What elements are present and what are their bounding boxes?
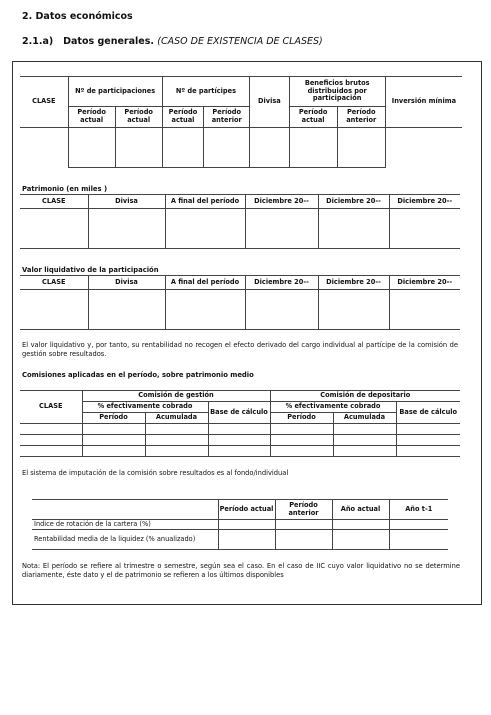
depositario-base: Base de cálculo [396,402,460,424]
patrimonio-title: Patrimonio (en miles ) [22,185,108,193]
patrimonio-header-clase: CLASE [20,195,88,209]
paragraph-sistema-imputacion: El sistema de imputación de la comisión sobre resultados es al fondo/individual [22,469,289,477]
patrimonio-header-dic3: Diciembre 20-- [389,195,460,209]
sub-periodo-anterior: Período anterior [204,107,250,128]
subsection-note: (CASO DE EXISTENCIA DE CLASES) [157,36,323,47]
gestion-acumulada: Acumulada [145,413,208,424]
col-inversion: Inversión mínima [385,77,462,128]
section-title: 2. Datos económicos [22,11,133,22]
comisiones-clase: CLASE [20,391,82,424]
subsection-heading [22,36,323,47]
depositario-acumulada: Acumulada [333,413,396,424]
patrimonio-header-dic1: Diciembre 20-- [245,195,318,209]
table-row [32,530,448,550]
depositario-efectivamente: % efectivamente cobrado [270,402,396,413]
table-row [20,209,460,249]
subsection-number: 2.1.a) [22,36,54,47]
valor-liquidativo-table [20,275,460,330]
indices-header-ano-actual: Año actual [332,500,389,520]
valor-header-dic3: Diciembre 20-- [389,276,460,290]
table-row [20,435,460,446]
footnote: Nota: El período se refiere al trimestre o semestre, según sea el caso. En el caso de IIC cuyo valor liquidativo no se determine diariamente, éste dato y el de patrimonio se refieren a los últimos disponibles [22,562,460,579]
col-participes: Nº de partícipes [162,77,250,107]
valor-header-final: A final del período [165,276,245,290]
gestion-efectivamente: % efectivamente cobrado [82,402,208,413]
sub-periodo-actual: Período actual [162,107,204,128]
subsection-title: Datos generales. [63,36,154,47]
patrimonio-header-dic2: Diciembre 20-- [318,195,389,209]
comisiones-title: Comisiones aplicadas en el período, sobre patrimonio medio [22,371,254,379]
general-data-table [20,76,462,168]
sub-periodo-actual: Período actual [289,107,337,128]
valor-header-clase: CLASE [20,276,88,290]
patrimonio-header-divisa: Divisa [88,195,165,209]
col-participaciones: Nº de participaciones [68,77,162,107]
sub-periodo-actual: Período actual [115,107,162,128]
patrimonio-table [20,194,460,249]
paragraph-cargo-individual: El valor liquidativo y, por tanto, su rentabilidad no recogen el efecto derivado del cargo individual al partícipe de la comisión de gestión sobre resultados. [22,341,458,358]
comisiones-table [20,390,460,457]
patrimonio-header-final: A final del período [165,195,245,209]
valor-header-divisa: Divisa [88,276,165,290]
indices-header-ano-t1: Año t-1 [389,500,448,520]
depositario-periodo: Período [270,413,333,424]
table-row [20,128,462,168]
indices-header-periodo-anterior: Período anterior [275,500,332,520]
gestion-base: Base de cálculo [208,402,270,424]
rentabilidad-liquidez-label: Rentabilidad media de la liquidez (% anualizado) [32,530,218,550]
table-row [20,290,460,330]
indices-table [32,499,448,550]
indice-rotacion-label: Índice de rotación de la cartera (%) [32,520,218,530]
valor-liquidativo-title: Valor liquidativo de la participación [22,266,159,274]
valor-header-dic1: Diciembre 20-- [245,276,318,290]
sub-periodo-actual: Período actual [68,107,115,128]
comisiones-depositario: Comisión de depositario [270,391,460,402]
table-row [20,424,460,435]
indices-header-periodo-actual: Período actual [218,500,275,520]
valor-header-dic2: Diciembre 20-- [318,276,389,290]
table-row [32,520,448,530]
gestion-periodo: Período [82,413,145,424]
comisiones-gestion: Comisión de gestión [82,391,270,402]
col-divisa: Divisa [250,77,289,128]
sub-periodo-anterior: Período anterior [337,107,385,128]
col-beneficios: Beneficios brutos distribuidos por participación [289,77,385,107]
table-row [20,446,460,457]
col-clase: CLASE [20,77,68,128]
